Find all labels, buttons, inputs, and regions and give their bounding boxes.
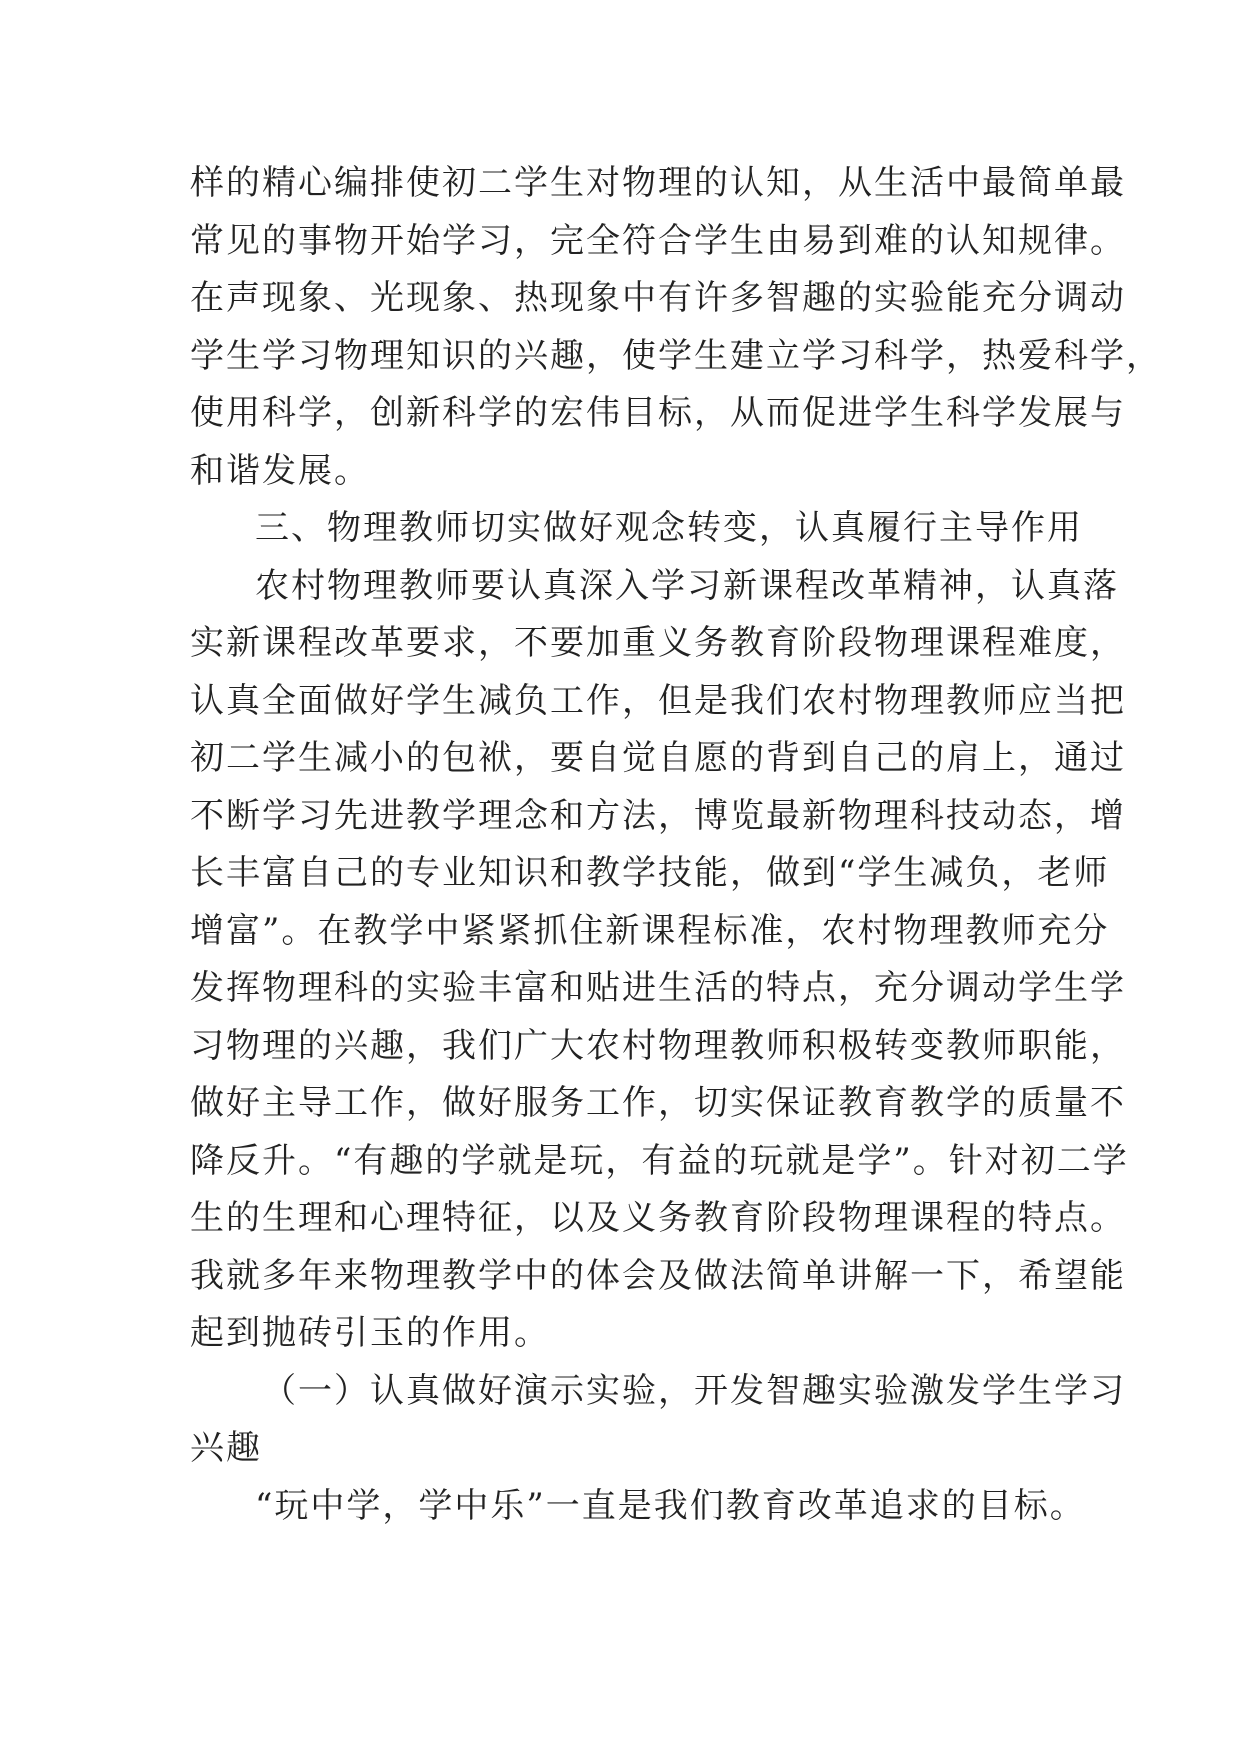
text-line: 在声现象、光现象、热现象中有许多智趣的实验能充分调动 [190,278,1126,318]
section-heading: 三、物理教师切实做好观念转变，认真履行主导作用 [255,508,1083,548]
subsection-heading-continued: 兴趣 [190,1428,262,1468]
subsection-heading: （一）认真做好演示实验，开发智趣实验激发学生学习 [262,1370,1126,1411]
text-line: 和谐发展。 [190,450,370,491]
text-line: 样的精心编排使初二学生对物理的认知，从生活中最简单最 [190,163,1126,203]
text-line: 实新课程改革要求，不要加重义务教育阶段物理课程难度， [190,623,1126,663]
text-line: 认真全面做好学生减负工作，但是我们农村物理教师应当把 [190,680,1126,721]
text-line: 使用科学，创新科学的宏伟目标，从而促进学生科学发展与 [190,393,1126,433]
text-line: 初二学生减小的包袱，要自觉自愿的背到自己的肩上，通过 [190,738,1126,778]
text-line: 长丰富自己的专业知识和教学技能，做到“学生减负，老师 [190,853,1110,893]
paragraph-first-line: 农村物理教师要认真深入学习新课程改革精神，认真落 [255,565,1119,606]
text-line: 增富”。在教学中紧紧抓住新课程标准，农村物理教师充分 [190,910,1110,951]
text-line: 我就多年来物理教学中的体会及做法简单讲解一下，希望能 [190,1255,1126,1296]
text-line: 生的生理和心理特征，以及义务教育阶段物理课程的特点。 [190,1198,1126,1238]
text-line: 习物理的兴趣，我们广大农村物理教师积极转变教师职能， [190,1025,1126,1066]
text-line: 发挥物理科的实验丰富和贴进生活的特点，充分调动学生学 [190,968,1126,1008]
text-line: 常见的事物开始学习，完全符合学生由易到难的认知规律。 [190,220,1126,261]
paragraph-first-line: “玩中学，学中乐”一直是我们教育改革追求的目标。 [255,1485,1086,1526]
text-line: 降反升。“有趣的学就是玩，有益的玩就是学”。针对初二学 [190,1140,1129,1181]
body-text [190,155,1162,1535]
text-line: 不断学习先进教学理念和方法，博览最新物理科技动态，增 [190,795,1126,836]
text-line: 做好主导工作，做好服务工作，切实保证教育教学的质量不 [190,1083,1126,1123]
text-line: 起到抛砖引玉的作用。 [190,1313,550,1353]
text-line: 学生学习物理知识的兴趣，使学生建立学习科学，热爱科学， [190,335,1162,376]
